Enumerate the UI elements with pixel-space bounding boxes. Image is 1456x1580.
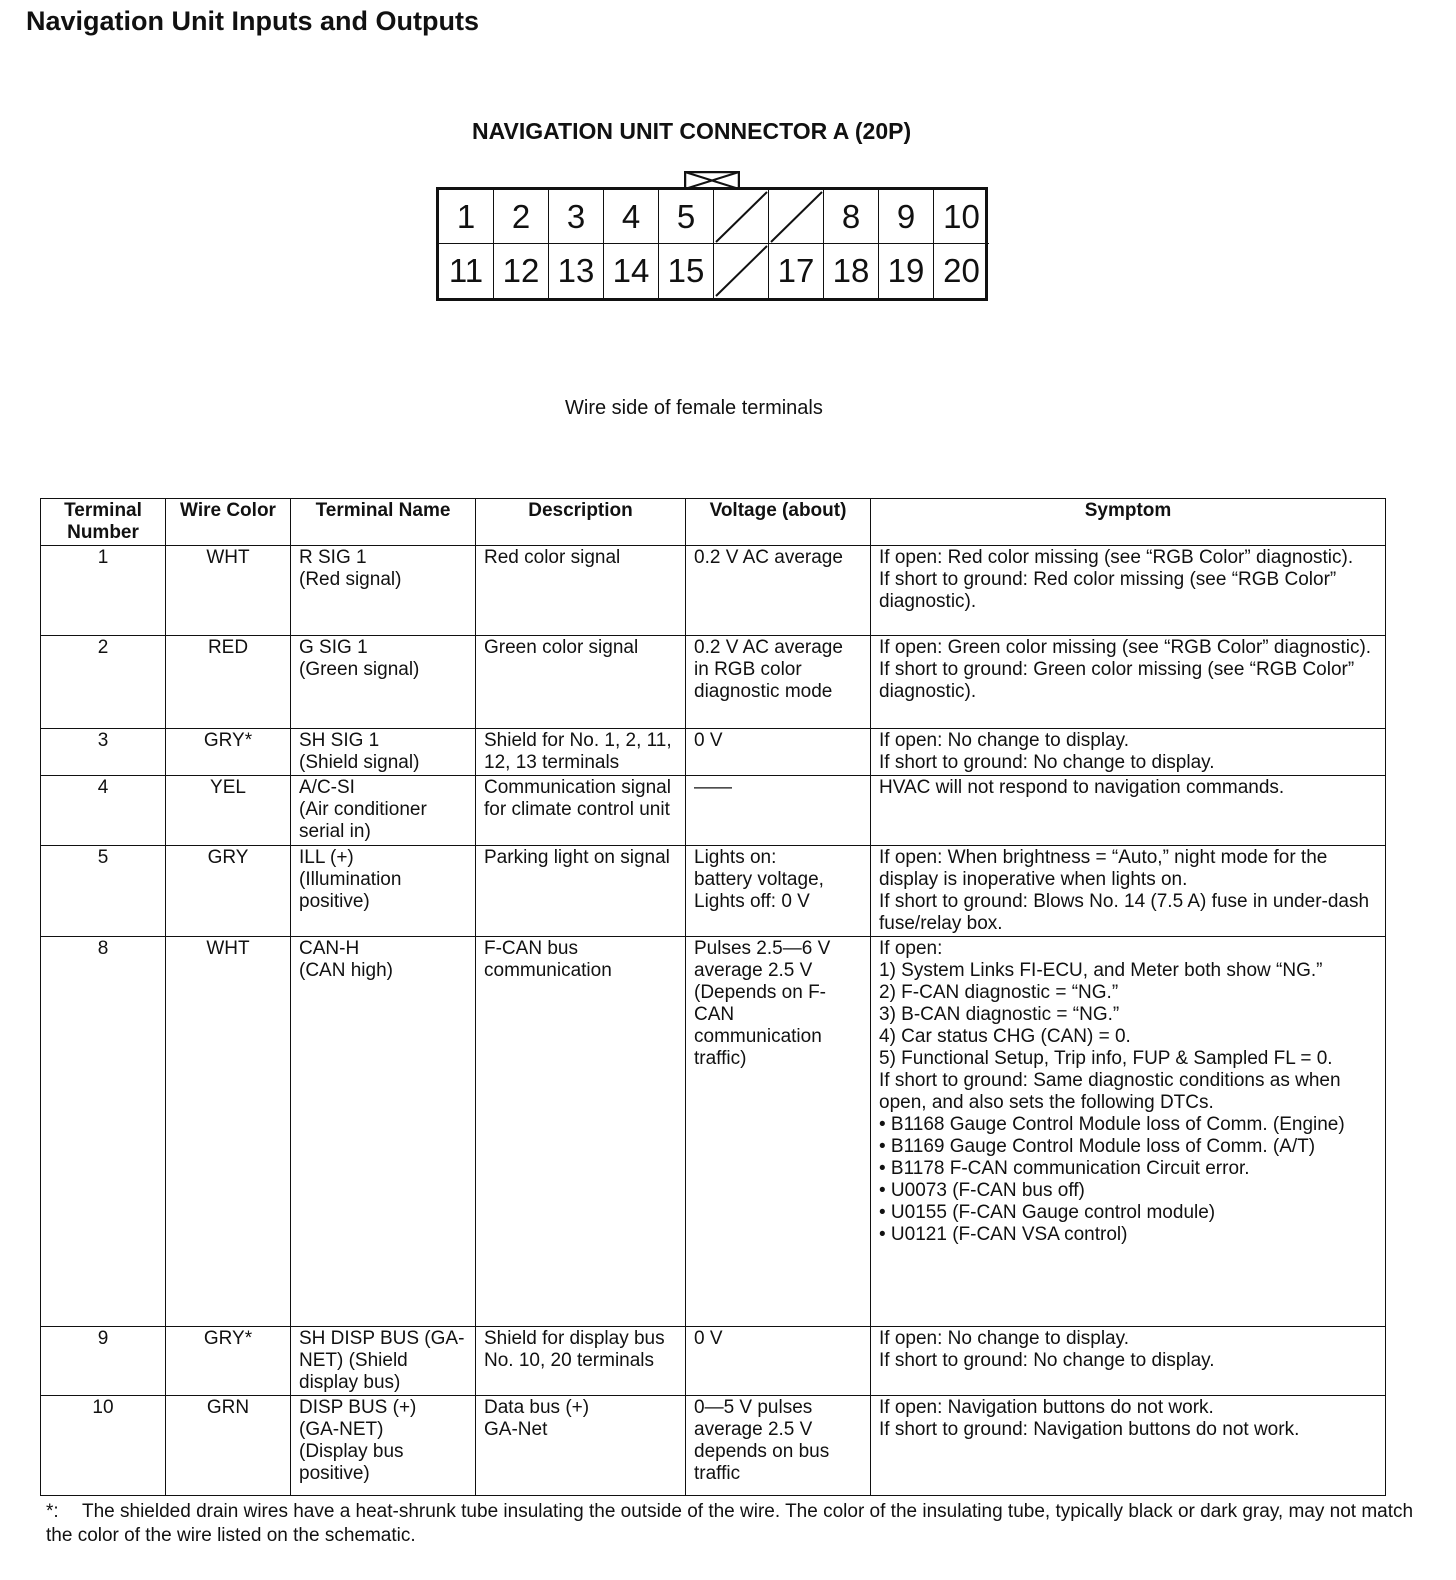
terminal-number-cell: 8 <box>41 937 166 1327</box>
terminal-cell: 12 <box>494 244 549 298</box>
terminal-number-cell: 2 <box>41 636 166 729</box>
symptom-cell: If open: No change to display. If short to ground: No change to display. <box>871 729 1386 776</box>
description-cell: Shield for display bus No. 10, 20 terminals <box>476 1327 686 1396</box>
table-section <box>40 498 1440 1548</box>
header-terminal-number: Terminal Number <box>41 499 166 546</box>
terminal-name-cell: SH DISP BUS (GA-NET) (Shield display bus) <box>291 1327 476 1396</box>
header-description: Description <box>476 499 686 546</box>
terminal-cell: 17 <box>769 244 824 298</box>
blank-terminal-cell <box>714 244 769 298</box>
symptom-cell: If open: Red color missing (see “RGB Color” diagnostic). If short to ground: Red color missing (see “RGB Color” diagnostic). <box>871 546 1386 636</box>
header-terminal-name: Terminal Name <box>291 499 476 546</box>
terminal-name-cell: SH SIG 1 (Shield signal) <box>291 729 476 776</box>
terminal-cell: 8 <box>824 190 879 244</box>
blank-terminal-cell <box>769 190 824 244</box>
page-title: Navigation Unit Inputs and Outputs <box>26 6 479 36</box>
description-cell: Shield for No. 1, 2, 11, 12, 13 terminals <box>476 729 686 776</box>
description-cell: F-CAN bus communication <box>476 937 686 1327</box>
terminal-cell: 10 <box>934 190 989 244</box>
terminal-cell: 9 <box>879 190 934 244</box>
table-row <box>41 776 1386 846</box>
terminal-cell: 19 <box>879 244 934 298</box>
symptom-cell: If open: Navigation buttons do not work. If short to ground: Navigation buttons do not work. <box>871 1396 1386 1496</box>
table-header-row <box>41 499 1386 546</box>
wire-color-cell: RED <box>166 636 291 729</box>
terminal-name-cell: G SIG 1 (Green signal) <box>291 636 476 729</box>
empty-slot-slash-icon <box>714 190 769 244</box>
table-row <box>41 729 1386 776</box>
table-row <box>41 1327 1386 1396</box>
voltage-cell: 0 V <box>686 1327 871 1396</box>
table-row <box>41 546 1386 636</box>
terminal-name-cell: R SIG 1 (Red signal) <box>291 546 476 636</box>
symptom-cell: If open: When brightness = “Auto,” night mode for the display is inoperative when lights on. If short to ground: Blows No. 14 (7.5 A) fuse in under-dash fuse/relay box. <box>871 846 1386 937</box>
terminal-name-cell: A/C-SI (Air conditioner serial in) <box>291 776 476 846</box>
terminal-name-cell: CAN-H (CAN high) <box>291 937 476 1327</box>
symptom-cell: If open: Green color missing (see “RGB Color” diagnostic). If short to ground: Green color missing (see “RGB Color” diagnostic). <box>871 636 1386 729</box>
voltage-cell: Lights on: battery voltage, Lights off: 0 V <box>686 846 871 937</box>
wire-color-cell: GRN <box>166 1396 291 1496</box>
footnote-marker: *: <box>46 1501 59 1522</box>
symptom-cell: If open: 1) System Links FI-ECU, and Meter both show “NG.” 2) F-CAN diagnostic = “NG.” 3) B-CAN diagnostic = “NG.” 4) Car status CHG (CAN) = 0. 5) Functional Setup, Trip info, FUP & Sampled FL = 0. If short to ground: Same diagnostic conditions as when open, and also sets the following DTCs. • B1168 Gauge Control Module loss of Comm. (Engine) • B1169 Gauge Control Module loss of Comm. (A/T) • B1178 F-CAN communication Circuit error. • U0073 (F-CAN bus off) • U0155 (F-CAN Gauge control module) • U0121 (F-CAN VSA control) <box>871 937 1386 1327</box>
terminal-name-cell: ILL (+) (Illumination positive) <box>291 846 476 937</box>
terminal-cell: 1 <box>439 190 494 244</box>
terminal-cell: 11 <box>439 244 494 298</box>
wire-color-cell: WHT <box>166 937 291 1327</box>
terminal-cell: 3 <box>549 190 604 244</box>
terminal-number-cell: 10 <box>41 1396 166 1496</box>
wire-color-cell: GRY* <box>166 729 291 776</box>
voltage-cell: 0.2 V AC average <box>686 546 871 636</box>
terminal-cell: 15 <box>659 244 714 298</box>
description-cell: Parking light on signal <box>476 846 686 937</box>
empty-slot-slash-icon <box>714 244 769 298</box>
terminal-cell: 2 <box>494 190 549 244</box>
description-cell: Communication signal for climate control unit <box>476 776 686 846</box>
footnote <box>46 1500 1436 1548</box>
description-cell: Data bus (+) GA-Net <box>476 1396 686 1496</box>
connector-diagram <box>436 187 988 301</box>
terminal-number-cell: 9 <box>41 1327 166 1396</box>
terminal-table <box>40 498 1386 1496</box>
wire-color-cell: GRY* <box>166 1327 291 1396</box>
terminal-cell: 18 <box>824 244 879 298</box>
description-cell: Red color signal <box>476 546 686 636</box>
terminal-number-cell: 5 <box>41 846 166 937</box>
terminal-number-cell: 1 <box>41 546 166 636</box>
header-voltage: Voltage (about) <box>686 499 871 546</box>
table-row <box>41 1396 1386 1496</box>
terminal-cell: 14 <box>604 244 659 298</box>
voltage-cell: 0.2 V AC average in RGB color diagnostic mode <box>686 636 871 729</box>
connector-title: NAVIGATION UNIT CONNECTOR A (20P) <box>472 118 912 144</box>
table-row <box>41 937 1386 1327</box>
connector-caption: Wire side of female terminals <box>565 397 823 419</box>
terminal-name-cell: DISP BUS (+) (GA-NET) (Display bus positive) <box>291 1396 476 1496</box>
voltage-cell: 0—5 V pulses average 2.5 V depends on bus traffic <box>686 1396 871 1496</box>
wire-color-cell: WHT <box>166 546 291 636</box>
table-row <box>41 636 1386 729</box>
voltage-cell: 0 V <box>686 729 871 776</box>
voltage-cell: —— <box>686 776 871 846</box>
terminal-cell: 4 <box>604 190 659 244</box>
voltage-cell: Pulses 2.5—6 V average 2.5 V (Depends on F-CAN communication traffic) <box>686 937 871 1327</box>
header-wire-color: Wire Color <box>166 499 291 546</box>
table-row <box>41 846 1386 937</box>
header-symptom: Symptom <box>871 499 1386 546</box>
terminal-number-cell: 3 <box>41 729 166 776</box>
terminal-number-cell: 4 <box>41 776 166 846</box>
wire-color-cell: YEL <box>166 776 291 846</box>
symptom-cell: HVAC will not respond to navigation commands. <box>871 776 1386 846</box>
footnote-text: The shielded drain wires have a heat-shrunk tube insulating the outside of the wire. The color of the insulating tube, typically black or dark gray, may not match the color of the wire listed on the schematic. <box>46 1501 1414 1546</box>
terminal-cell: 5 <box>659 190 714 244</box>
wire-color-cell: GRY <box>166 846 291 937</box>
empty-slot-slash-icon <box>769 190 824 244</box>
blank-terminal-cell <box>714 190 769 244</box>
symptom-cell: If open: No change to display. If short to ground: No change to display. <box>871 1327 1386 1396</box>
description-cell: Green color signal <box>476 636 686 729</box>
terminal-cell: 13 <box>549 244 604 298</box>
terminal-cell: 20 <box>943 252 980 289</box>
